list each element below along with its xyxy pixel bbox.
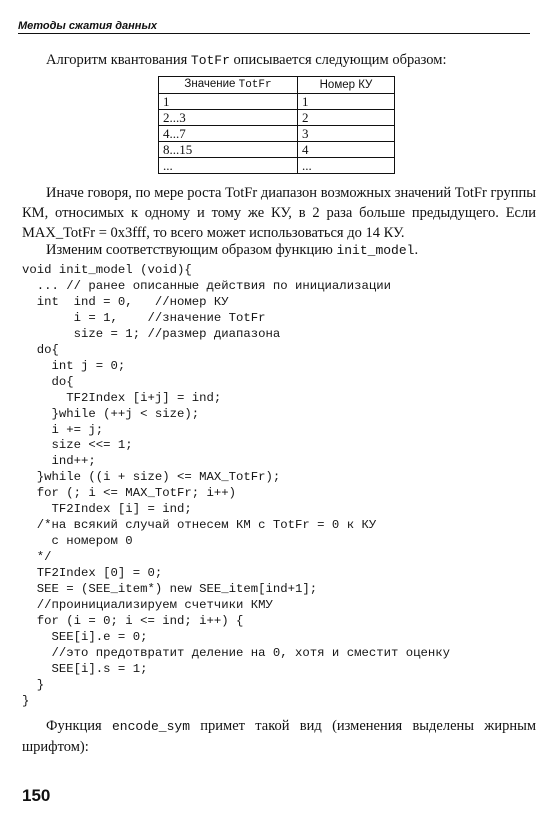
code-line: ... // ранее описанные действия по инициализации xyxy=(22,278,391,293)
code-line: TF2Index [i+j] = ind; xyxy=(22,390,222,405)
table-header-number: Номер КУ xyxy=(298,77,395,94)
code-line: size = 1; //размер диапазона xyxy=(22,326,281,341)
code-line: }while (++j < size); xyxy=(22,406,200,421)
code-line: size <<= 1; xyxy=(22,438,133,453)
code-line: TF2Index [0] = 0; xyxy=(22,566,163,581)
code-line: } xyxy=(22,693,30,708)
table-cell-number: 3 xyxy=(298,126,395,142)
table-cell-number: 4 xyxy=(298,142,395,158)
table-header-value-code: TotFr xyxy=(238,79,272,91)
code-line: i = 1, //значение TotFr xyxy=(22,310,266,325)
code-line: SEE[i].e = 0; xyxy=(22,629,148,644)
intro-code: TotFr xyxy=(190,53,230,68)
encode-text-after: примет такой вид (изменения выделены жирным шрифтом): xyxy=(22,718,537,755)
code-line: void init_model (void){ xyxy=(22,263,192,277)
table-row xyxy=(159,126,395,142)
table-row xyxy=(159,142,395,158)
code-line: } xyxy=(22,677,45,692)
code-line: //проинициализируем счетчики КМУ xyxy=(22,598,273,613)
code-line: i += j; xyxy=(22,422,104,437)
page-number: 150 xyxy=(22,786,51,805)
code-line: for (; i <= MAX_TotFr; i++) xyxy=(22,486,237,501)
encode-text-before: Функция xyxy=(46,718,112,734)
intro-text-after: описывается следующим образом: xyxy=(229,52,447,68)
code-line: do{ xyxy=(22,374,74,389)
modify-text-before: Изменим соответствующим образом функцию xyxy=(46,242,337,258)
table-row xyxy=(159,110,395,126)
table-row xyxy=(159,94,395,110)
table-cell-number: 2 xyxy=(298,110,395,126)
modify-code: init_model xyxy=(336,243,415,258)
code-line: SEE = (SEE_item*) new SEE_item[ind+1]; xyxy=(22,582,318,597)
table-header-row xyxy=(159,77,395,94)
table-cell-value: 4...7 xyxy=(159,126,298,142)
code-line: int ind = 0, //номер КУ xyxy=(22,294,229,309)
code-line: do{ xyxy=(22,342,59,357)
intro-paragraph xyxy=(46,50,536,71)
code-line: /*на всякий случай отнесем КМ с TotFr = 0 к КУ xyxy=(22,518,377,533)
table-cell-number: 1 xyxy=(298,94,395,110)
table-cell-value: 2...3 xyxy=(159,110,298,126)
encode-sym-paragraph xyxy=(22,716,536,757)
code-line: for (i = 0; i <= ind; i++) { xyxy=(22,613,244,628)
modify-function-paragraph xyxy=(46,240,536,261)
table-cell-value: ... xyxy=(159,158,298,174)
code-line: int j = 0; xyxy=(22,358,126,373)
table-cell-value: 8...15 xyxy=(159,142,298,158)
encode-code: encode_sym xyxy=(111,719,190,734)
code-line: TF2Index [i] = ind; xyxy=(22,502,192,517)
intro-text-before: Алгоритм квантования xyxy=(46,52,191,68)
running-header: Методы сжатия данных xyxy=(18,20,530,34)
table-header-value xyxy=(159,77,298,94)
quantization-table xyxy=(158,76,395,174)
modify-text-after: . xyxy=(414,242,419,258)
code-line: с номером 0 xyxy=(22,534,133,549)
table-row xyxy=(159,158,395,174)
table-cell-value: 1 xyxy=(159,94,298,110)
table-cell-number: ... xyxy=(298,158,395,174)
table-header-value-prefix: Значение xyxy=(184,78,239,90)
code-line: //это предотвратит деление на 0, хотя и сместит оценку xyxy=(22,645,451,660)
explanation-paragraph: Иначе говоря, по мере роста TotFr диапазон возможных значений TotFr группы КМ, относимых к одному и тому же КУ, в 2 раза больше предыдущего. Если MAX_TotFr = 0x3fff, то всего может использоваться до 14 КУ. xyxy=(22,185,536,241)
code-line: ind++; xyxy=(22,454,96,469)
code-line: SEE[i].s = 1; xyxy=(22,661,148,676)
code-line: */ xyxy=(22,550,52,565)
code-listing xyxy=(22,263,450,710)
code-line: }while ((i + size) <= MAX_TotFr); xyxy=(22,470,281,485)
